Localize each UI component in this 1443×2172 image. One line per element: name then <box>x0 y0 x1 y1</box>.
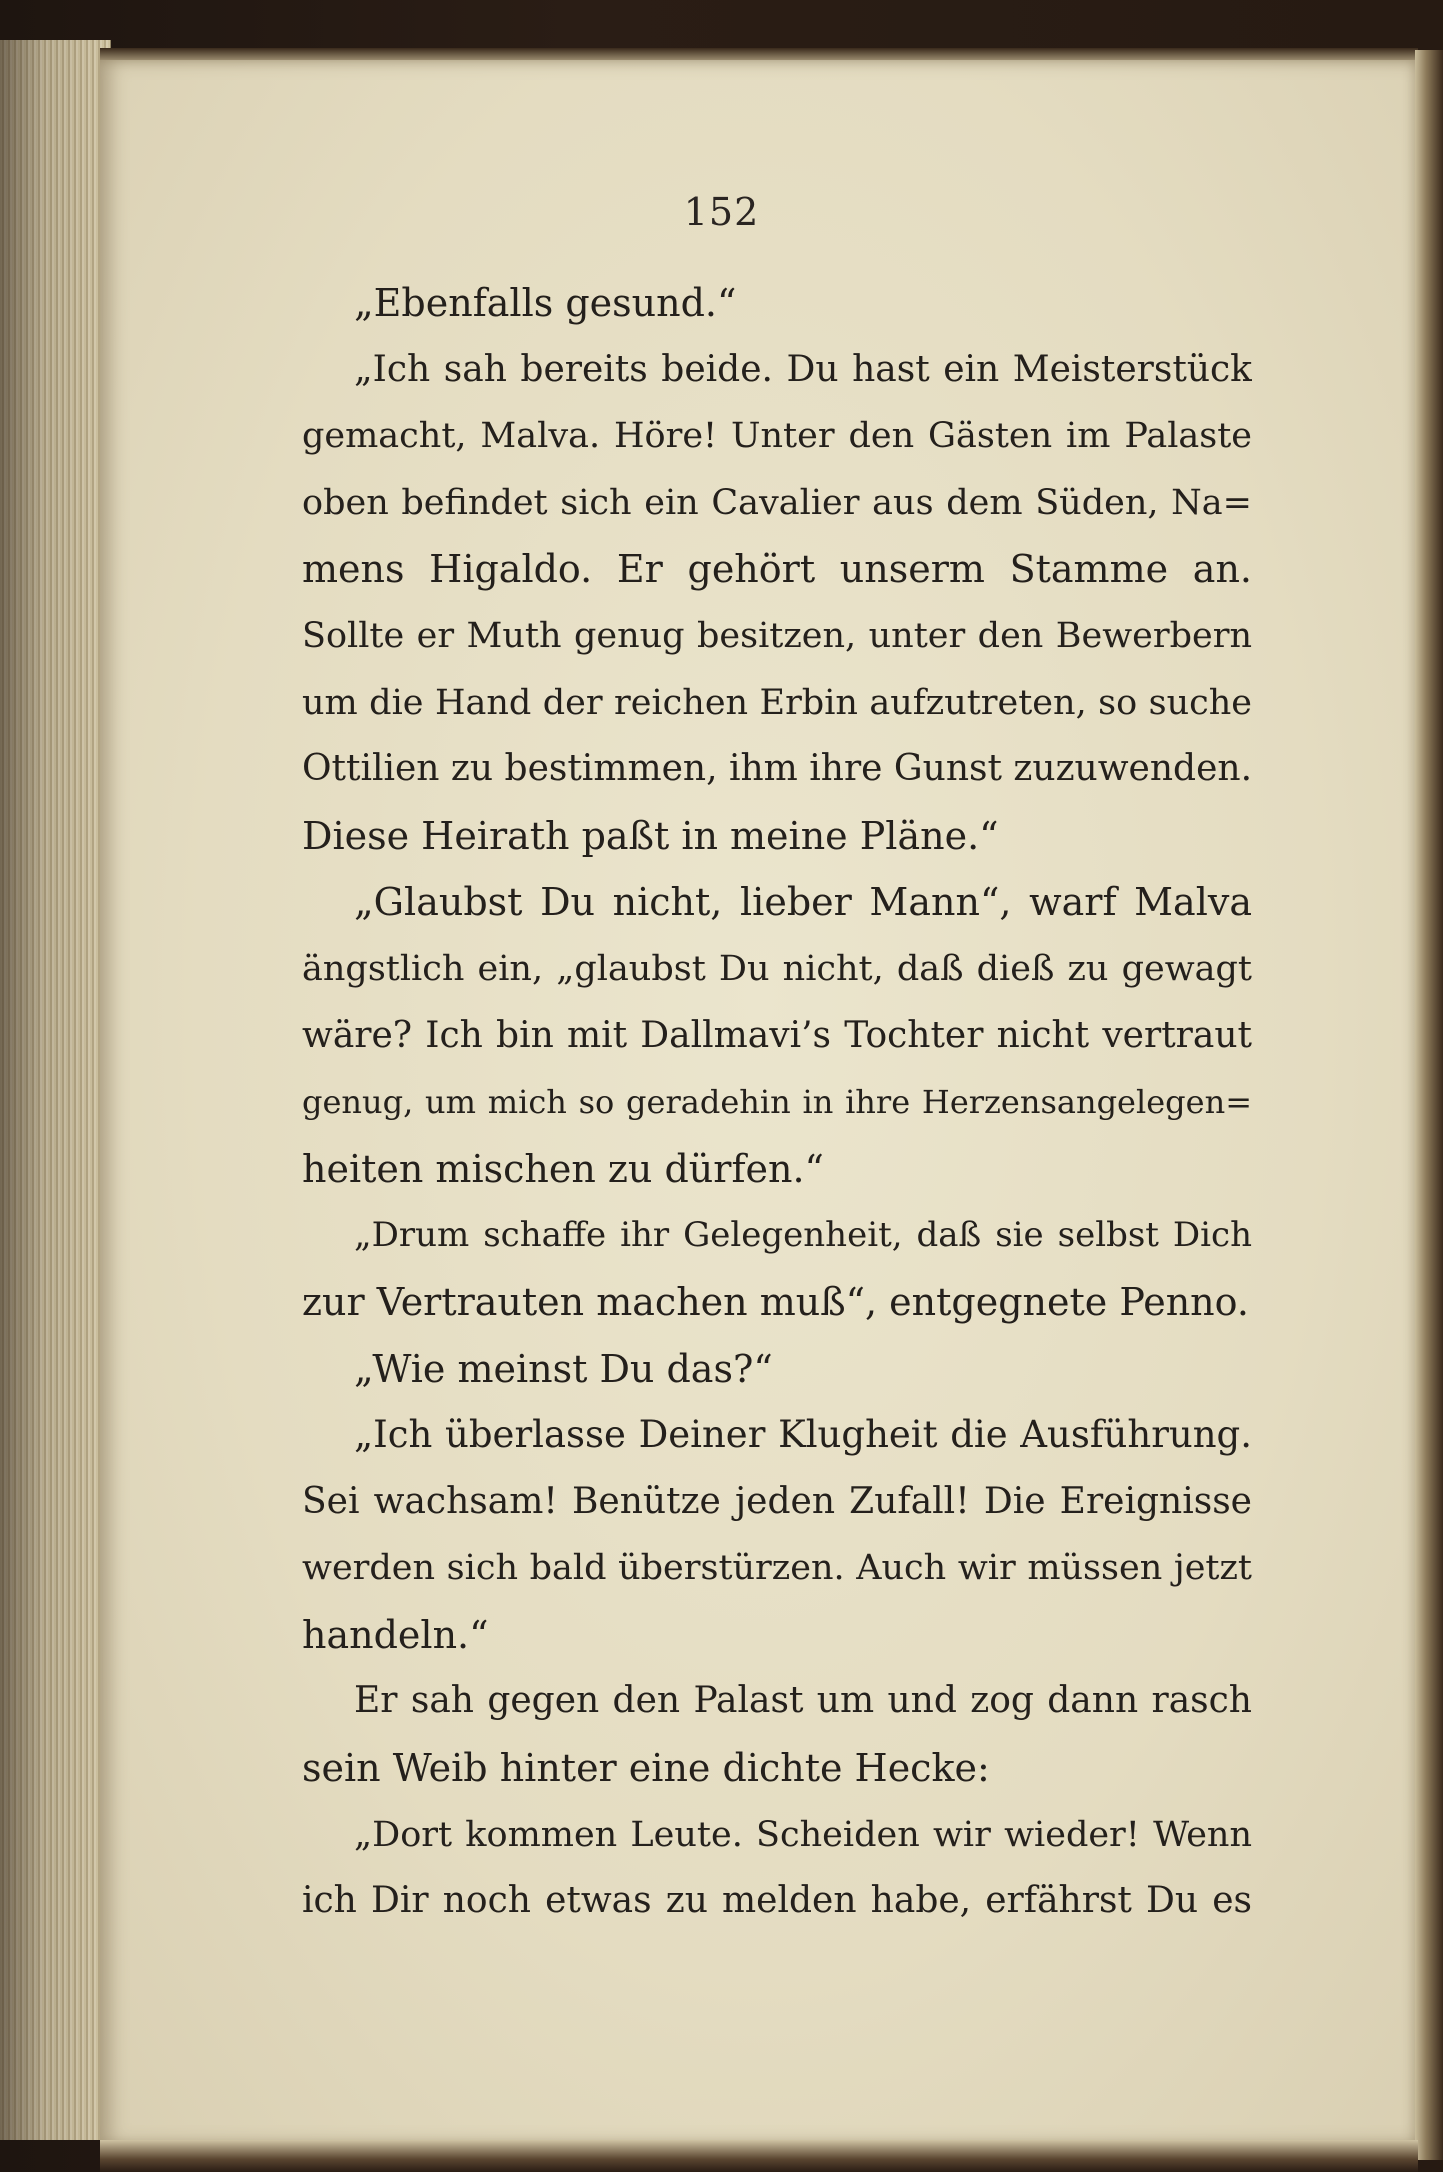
text-line: genug, um mich so geradehin in ihre Herzensangelegen= <box>302 1083 1252 1122</box>
text-line: handeln.“ <box>302 1612 489 1657</box>
text-line: heiten mischen zu dürfen.“ <box>302 1146 824 1191</box>
text-line: wäre? Ich bin mit Dallmavi’s Tochter nicht vertraut <box>302 1014 1252 1056</box>
text-line: gemacht, Malva. Höre! Unter den Gästen im Palaste <box>302 416 1252 457</box>
text-line: Sollte er Muth genug besitzen, unter den Bewerbern <box>302 615 1252 656</box>
text-line: oben befindet sich ein Cavalier aus dem Süden, Na= <box>302 482 1252 523</box>
text-line: sein Weib hinter eine dichte Hecke: <box>302 1746 990 1791</box>
text-line: um die Hand der reichen Erbin aufzutreten, so suche <box>302 682 1252 723</box>
text-line: mens Higaldo. Er gehört unserm Stamme an. <box>302 547 1252 592</box>
page-number: 152 <box>683 190 760 234</box>
text-line: ängstlich ein, „glaubst Du nicht, daß dieß zu gewagt <box>302 948 1252 989</box>
page-right-edge <box>1415 50 1443 2160</box>
text-line: „Wie meinst Du das?“ <box>354 1346 773 1391</box>
page-bottom-edge <box>100 2140 1418 2172</box>
text-line: zur Vertrauten machen muß“, entgegnete Penno. <box>302 1279 1249 1324</box>
text-line: „Dort kommen Leute. Scheiden wir wieder! Wenn <box>354 1814 1252 1855</box>
text-line: werden sich bald überstürzen. Auch wir müssen jetzt <box>302 1548 1252 1589</box>
body-text <box>302 270 1252 1935</box>
text-line: „Ich sah bereits beide. Du hast ein Meisterstück <box>354 348 1252 390</box>
text-line: Ottilien zu bestimmen, ihm ihre Gunst zuzuwenden. <box>302 748 1252 790</box>
text-line: Sei wachsam! Benütze jeden Zufall! Die Ereignisse <box>302 1480 1252 1522</box>
text-line: ich Dir noch etwas zu melden habe, erfährst Du es <box>302 1880 1252 1922</box>
text-line: Diese Heirath paßt in meine Pläne.“ <box>302 813 999 858</box>
text-line: „Glaubst Du nicht, lieber Mann“, warf Malva <box>354 880 1252 925</box>
text-line: Er sah gegen den Palast um und zog dann rasch <box>354 1680 1252 1722</box>
page-stack-shadow <box>0 40 110 2140</box>
text-line: „Drum schaffe ihr Gelegenheit, daß sie selbst Dich <box>354 1215 1252 1256</box>
text-line: „Ich überlasse Deiner Klugheit die Ausführung. <box>354 1413 1252 1457</box>
text-line: „Ebenfalls gesund.“ <box>354 281 737 325</box>
